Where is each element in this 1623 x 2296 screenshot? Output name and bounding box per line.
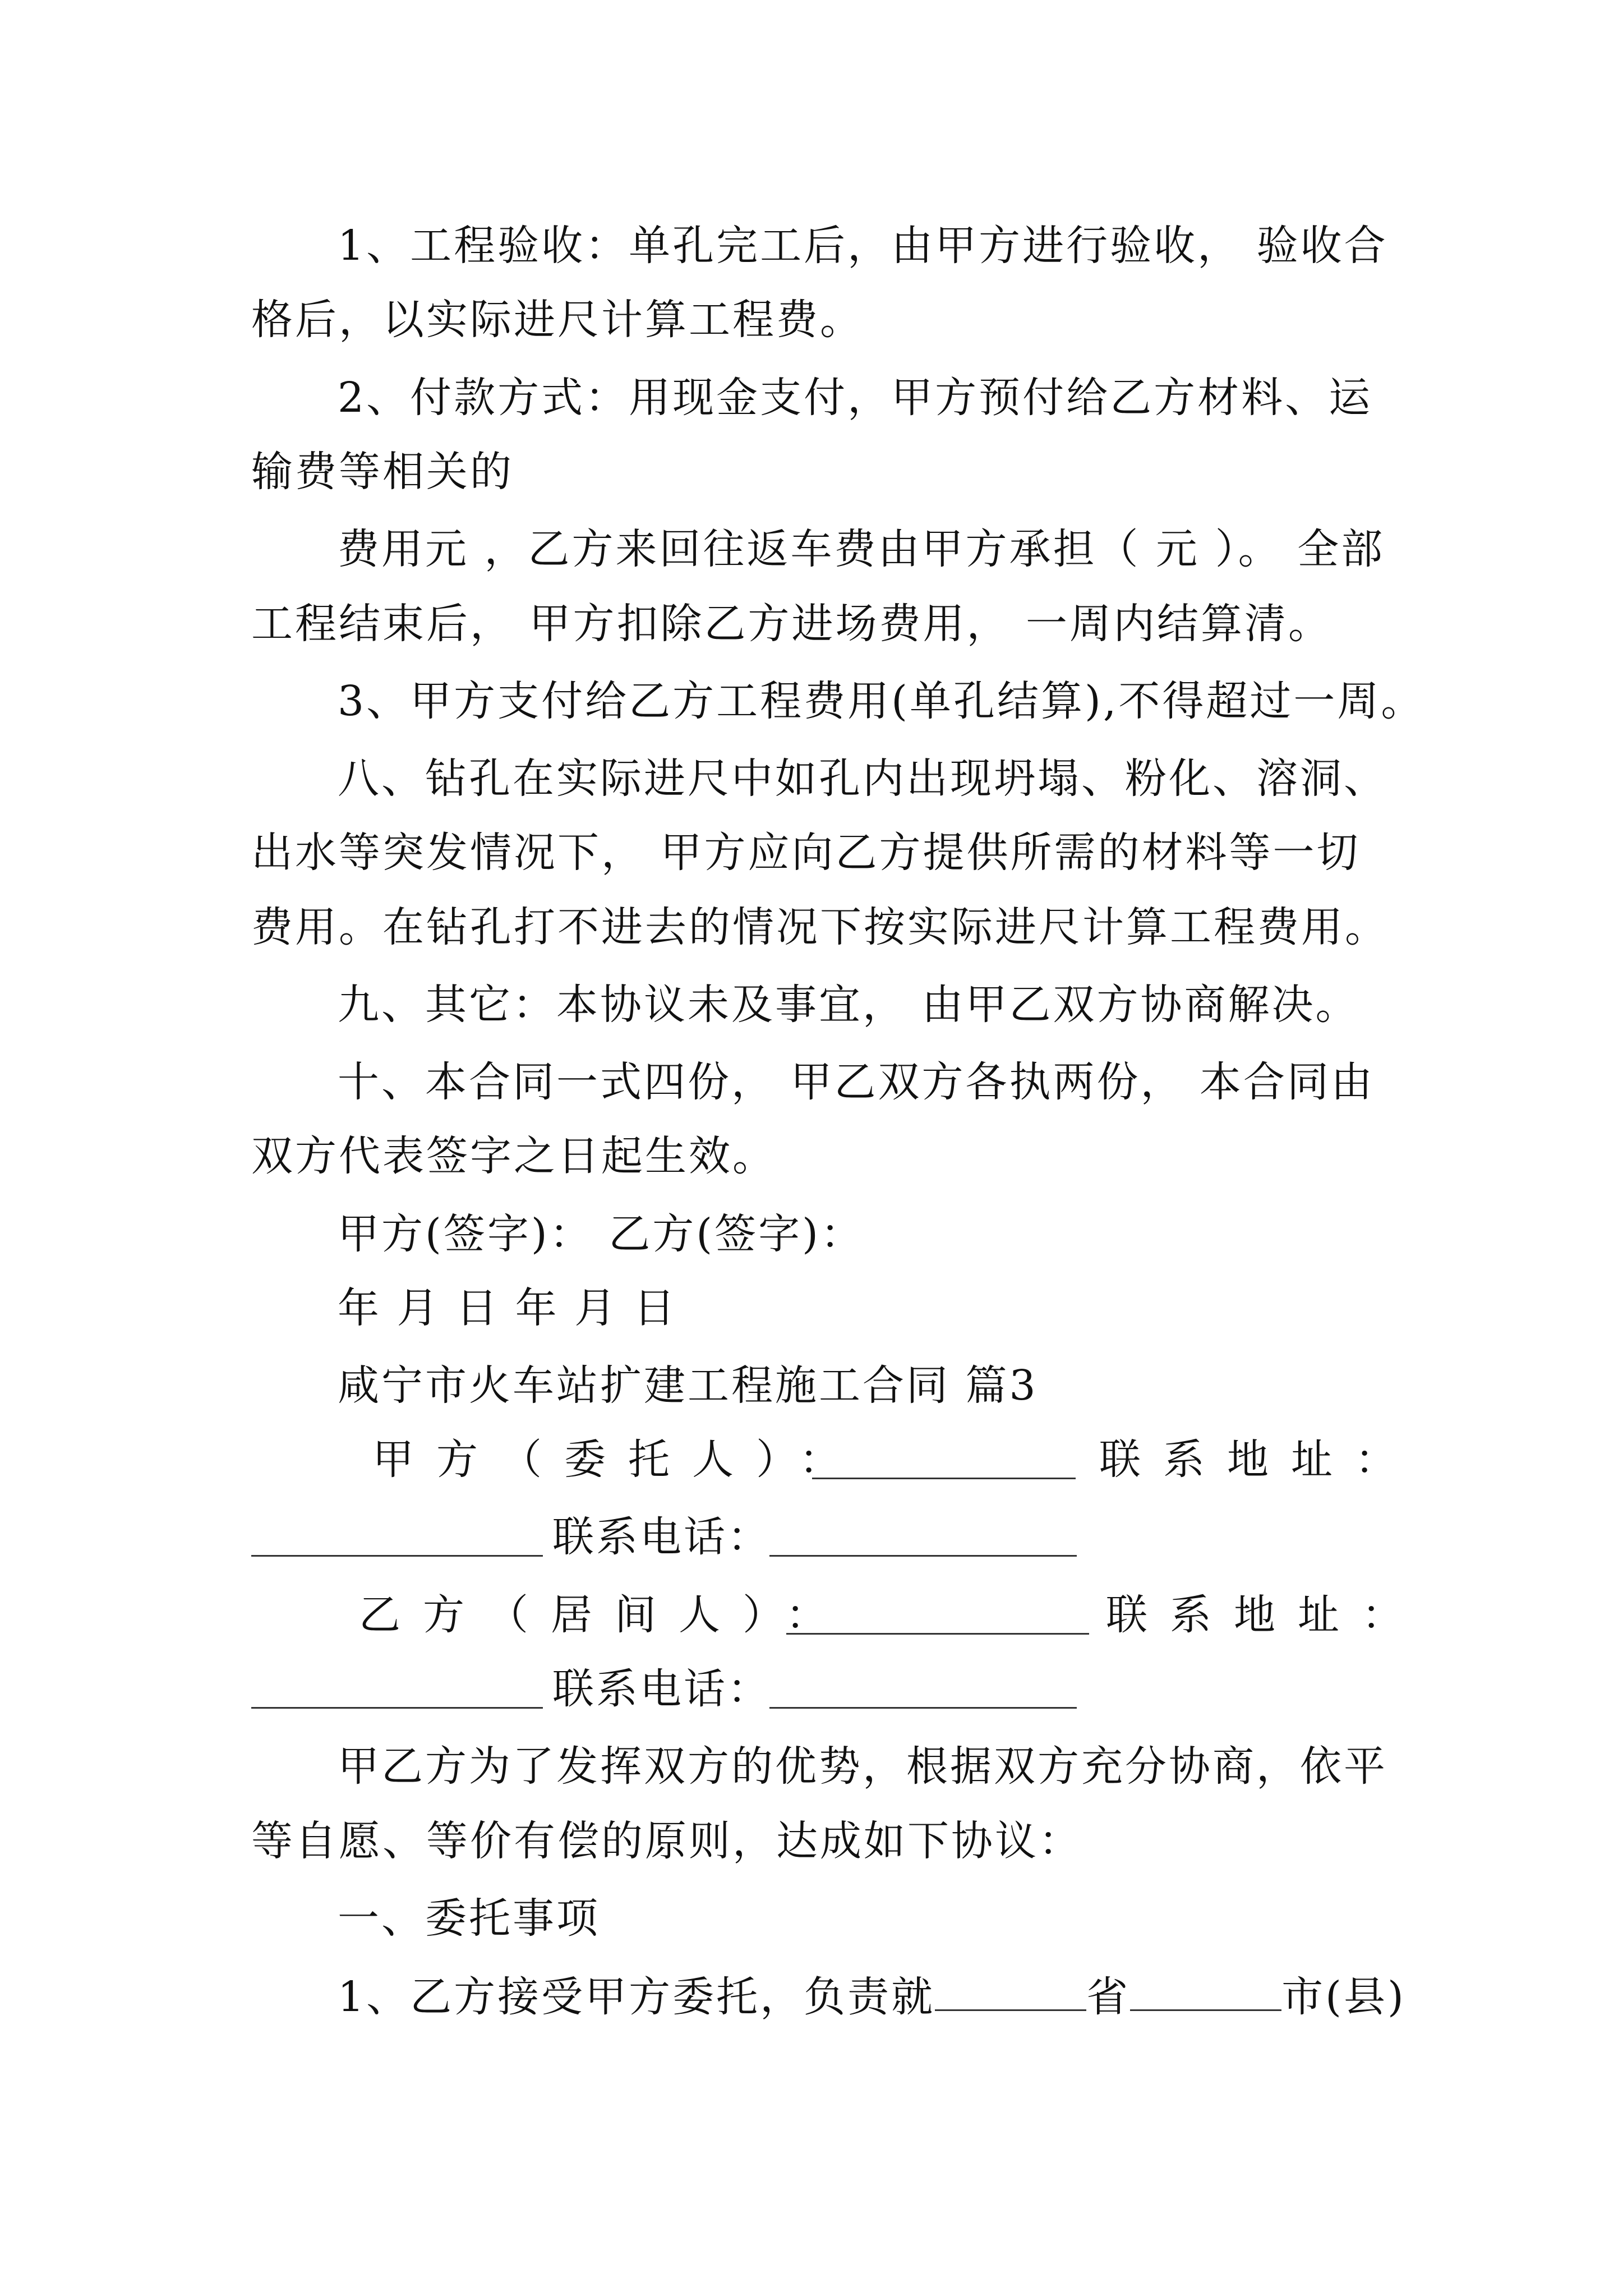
party-b-label (359, 1587, 850, 1643)
section-title: 咸宁市火车站扩建工程施工合同 篇3 (338, 1361, 1038, 1410)
party-b-name-blank (786, 1591, 1089, 1635)
party-a-phone-label: 联系电话： (552, 1513, 771, 1561)
party-a-phone-blank (769, 1513, 1077, 1557)
paragraph-line: 出水等突发情况下， 甲方应向乙方提供所需的材料等一切 (251, 829, 1361, 877)
paragraph-line: 九、其它：本协议未及事宜， 由甲乙双方协商解决。 (338, 981, 1359, 1029)
paragraph-line: 输费等相关的 (251, 448, 514, 496)
signature-line: 甲方(签字)： 乙方(签字)： (338, 1210, 865, 1258)
paragraph-line: 等自愿、等价有偿的原则，达成如下协议： (251, 1817, 1082, 1865)
paragraph-line: 费用元 ，乙方来回往返车费由甲方承担（ 元 ）。 全部 (338, 525, 1385, 573)
date-line: 年 月 日 年 月 日 (338, 1284, 677, 1332)
party-a-address-label-wrap (1099, 1432, 1419, 1488)
party-a-address-blank (251, 1513, 543, 1557)
party-b-address-label: 联系地址： (1106, 1591, 1426, 1639)
last-line-text-3: 市(县) (1281, 1973, 1406, 2021)
paragraph-line: 格后，以实际进尺计算工程费。 (251, 296, 864, 344)
party-a-role-label: 甲方（委托人）： (372, 1435, 863, 1484)
paragraph-line: 2、付款方式：用现金支付，甲方预付给乙方材料、运 (338, 374, 1373, 422)
last-line-text-2: 省 (1086, 1973, 1131, 2021)
paragraph-line: 八、钻孔在实际进尺中如孔内出现坍塌、粉化、溶洞、 (338, 754, 1387, 803)
paragraph-line: 双方代表签字之日起生效。 (251, 1132, 776, 1180)
party-b-address-blank (251, 1665, 543, 1709)
section-heading: 一、委托事项 (338, 1894, 600, 1943)
party-b-role-label: 乙方（居间人）： (359, 1591, 850, 1639)
last-line (338, 1968, 1406, 2024)
paragraph-line: 费用。在钻孔打不进去的情况下按实际进尺计算工程费用。 (251, 903, 1389, 951)
party-a-label (372, 1432, 863, 1488)
paragraph-line: 1、工程验收：单孔完工后，由甲方进行验收， 验收合 (338, 222, 1388, 270)
party-a-address-label: 联系地址： (1099, 1435, 1419, 1484)
city-blank (1130, 1968, 1281, 2011)
paragraph-line: 3、甲方支付给乙方工程费用(单孔结算),不得超过一周。 (338, 677, 1425, 725)
party-b-address-label-wrap (1106, 1587, 1426, 1643)
paragraph-line: 工程结束后， 甲方扣除乙方进场费用， 一周内结算清。 (251, 600, 1332, 648)
party-b-phone-blank (769, 1665, 1077, 1709)
party-b-phone-label: 联系电话： (552, 1665, 771, 1713)
province-blank (935, 1968, 1086, 2011)
party-a-name-blank (812, 1436, 1076, 1479)
paragraph-line: 甲乙方为了发挥双方的优势，根据双方充分协商，依平 (338, 1742, 1387, 1791)
last-line-text-1: 1、乙方接受甲方委托，负责就 (338, 1973, 935, 2021)
paragraph-line: 十、本合同一式四份， 甲乙双方各执两份， 本合同由 (338, 1058, 1375, 1106)
